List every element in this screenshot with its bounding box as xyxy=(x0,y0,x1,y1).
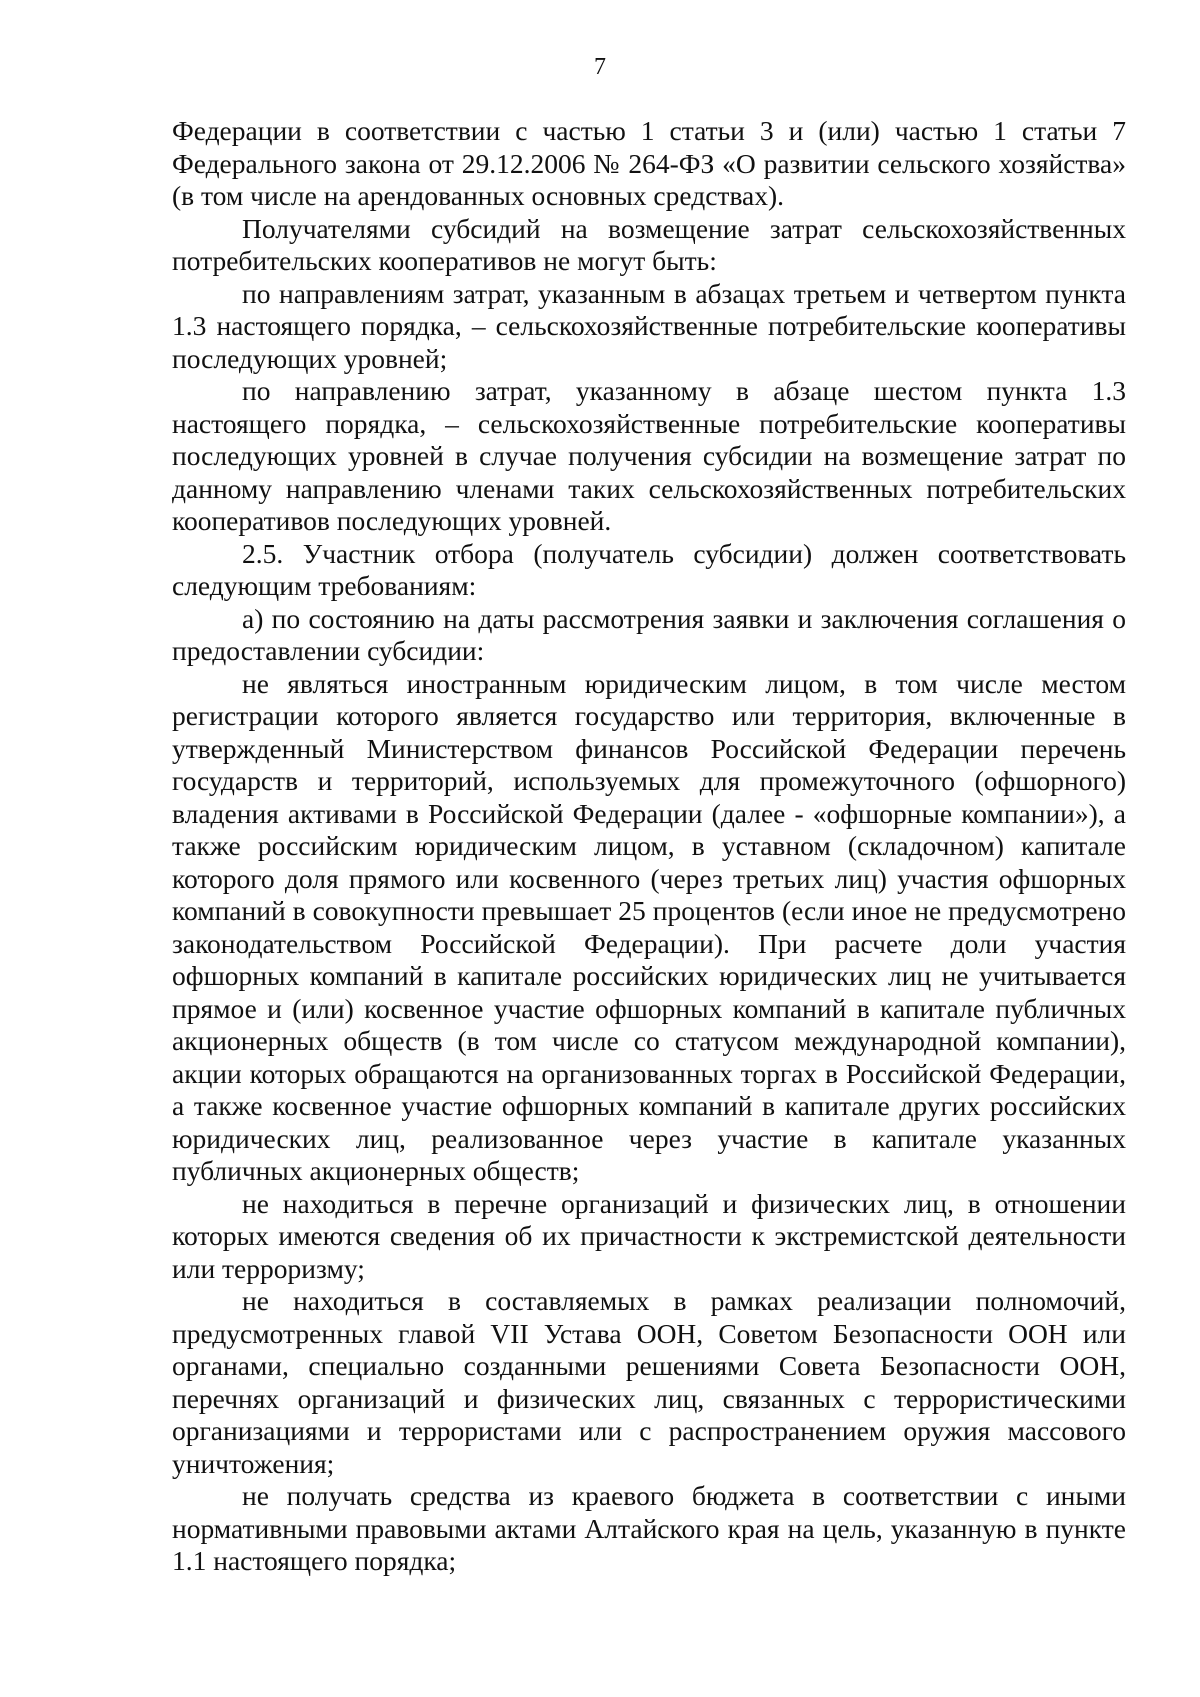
paragraph-extremism-list: не находиться в перечне организаций и физических лиц, в отношении которых имеются сведения об их причастности к экстремистской деятельности или терроризму; xyxy=(172,1187,1126,1284)
document-body xyxy=(172,115,1126,1578)
paragraph-continuation-federal-law: Федерации в соответствии с частью 1 статьи 3 и (или) частью 1 статьи 7 Федерального закона от 29.12.2006 № 264-ФЗ «О развитии сельского хозяйства» (в том числе на арендованных основных средствах). xyxy=(172,115,1126,211)
paragraph-offshore-companies: не являться иностранным юридическим лицом, в том числе местом регистрации которого является государство или территория, включенные в утвержденный Министерством финансов Российской Федерации перечень государств и территорий, используемых для промежуточного (офшорного) владения активами в Российской Федерации (далее - «офшорные компании»), а также российским юридическим лицом, в уставном (складочном) капитале которого доля прямого или косвенного (через третьих лиц) участия офшорных компаний в совокупности превышает 25 процентов (если иное не предусмотрено законодательством Российской Федерации). При расчете доли участия офшорных компаний в капитале российских юридических лиц не учитывается прямое и (или) косвенное участие офшорных компаний в капитале публичных акционерных обществ (в том числе со статусом международной компании), акции которых обращаются на организованных торгах в Российской Федерации, а также косвенное участие офшорных компаний в капитале других российских юридических лиц, реализованное через участие в капитале указанных публичных акционерных обществ; xyxy=(172,667,1126,1186)
page-number: 7 xyxy=(594,54,606,80)
paragraph-section-2-5: 2.5. Участник отбора (получатель субсидии) должен соответствовать следующим требованиям: xyxy=(172,537,1126,601)
paragraph-regional-budget: не получать средства из краевого бюджета в соответствии с иными нормативными правовыми актами Алтайского края на цель, указанную в пункте 1.1 настоящего порядка; xyxy=(172,1480,1126,1576)
paragraph-ineligible-recipients: Получателями субсидий на возмещение затрат сельскохозяйственных потребительских кооперативов не могут быть: xyxy=(172,212,1126,276)
paragraph-item-a: а) по состоянию на даты рассмотрения заявки и заключения соглашения о предоставлении субсидии: xyxy=(172,602,1126,666)
paragraph-cost-directions-3-4: по направлениям затрат, указанным в абзацах третьем и четвертом пункта 1.3 настоящего порядка, – сельскохозяйственные потребительские кооперативы последующих уровней; xyxy=(172,277,1126,374)
paragraph-un-security-council: не находиться в составляемых в рамках реализации полномочий, предусмотренных главой VII Устава ООН, Советом Безопасности ООН или органами, специально созданными решениями Совета Безопасности ООН, перечнях организаций и физических лиц, связанных с террористическими организациями и террористами или с распространением оружия массового уничтожения; xyxy=(172,1285,1126,1479)
paragraph-cost-direction-6: по направлению затрат, указанному в абзаце шестом пункта 1.3 настоящего порядка, – сельскохозяйственные потребительские кооперативы последующих уровней в случае получения субсидии на возмещение затрат по данному направлению членами таких сельскохозяйственных потребительских кооперативов последующих уровней. xyxy=(172,375,1126,536)
